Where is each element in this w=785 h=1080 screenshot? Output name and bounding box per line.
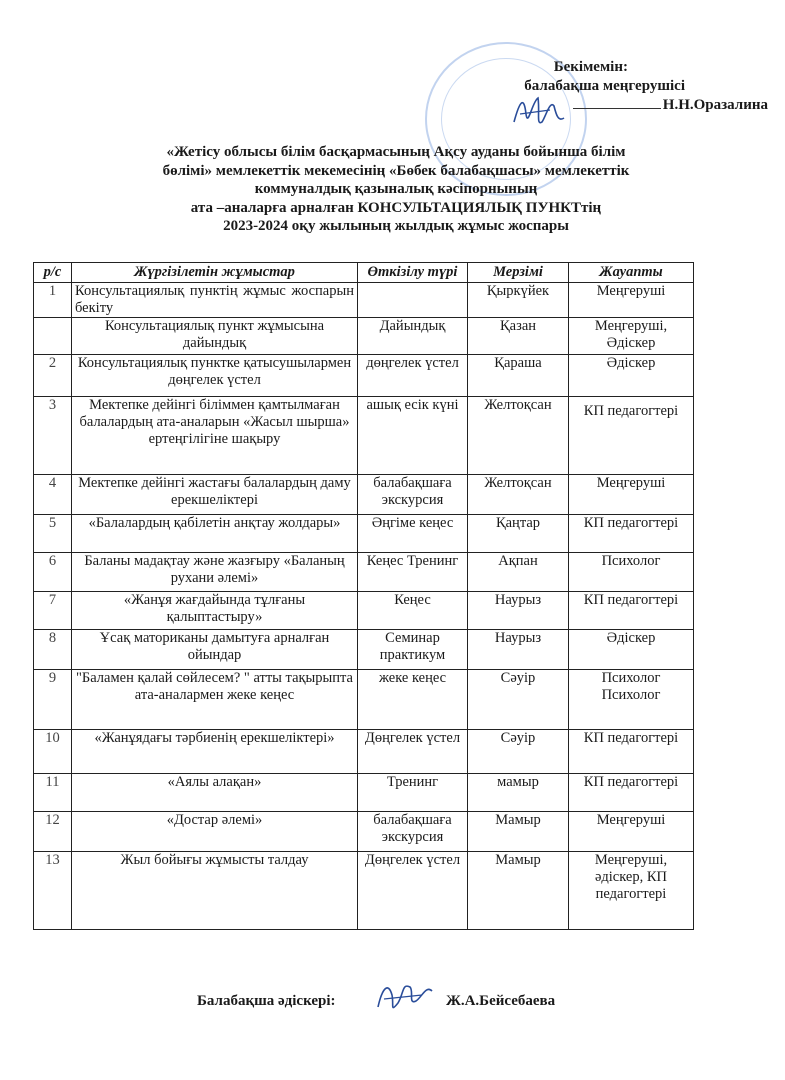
- row-form: Кеңес: [358, 592, 468, 630]
- row-responsible: КП педагогтері: [569, 730, 694, 774]
- table-row: [34, 515, 694, 553]
- row-responsible: КП педагогтері: [569, 592, 694, 630]
- row-num: 13: [34, 852, 72, 930]
- row-responsible: Меңгеруші: [569, 475, 694, 515]
- row-task: Консультациялық пунктке қатысушылармен дөңгелек үстел: [72, 355, 358, 397]
- header-date: Мерзімі: [468, 263, 569, 283]
- row-date: Наурыз: [468, 630, 569, 670]
- row-task: "Баламен қалай сөйлесем? " атты тақырыпта ата-аналармен жеке кеңес: [72, 670, 358, 730]
- header-task: Жүргізілетін жұмыстар: [72, 263, 358, 283]
- row-date: Сәуір: [468, 730, 569, 774]
- row-responsible: Психолог Психолог: [569, 670, 694, 730]
- table-row: [34, 592, 694, 630]
- row-form: Дайындық: [358, 318, 468, 355]
- row-date: мамыр: [468, 774, 569, 812]
- row-date: Қараша: [468, 355, 569, 397]
- row-task: Ұсақ маториканы дамытуға арналған ойындар: [72, 630, 358, 670]
- title-line-2: бөлімі» мемлекеттік мекемесінің «Бөбек балабақшасы» мемлекеттік: [162, 162, 630, 179]
- signature-underline: [573, 108, 661, 109]
- row-date: Қазан: [468, 318, 569, 355]
- row-num: 10: [34, 730, 72, 774]
- row-form: ашық есік күні: [358, 397, 468, 475]
- row-form: балабақшаға экскурсия: [358, 475, 468, 515]
- header-responsible: Жауапты: [569, 263, 694, 283]
- footer-label: Балабақша әдіскері:: [197, 993, 336, 1009]
- row-responsible: Меңгеруші, Әдіскер: [569, 318, 694, 355]
- title-line-1: «Жетісу облысы білім басқармасының Ақсу ауданы бойынша білім: [166, 144, 626, 160]
- row-form: Әңгіме кеңес: [358, 515, 468, 553]
- row-task: Консультациялық пункт жұмысына дайындық: [72, 318, 358, 355]
- title-line-3: коммуналдық қазыналық кәсіпорнының: [254, 181, 538, 197]
- row-task: «Жанұядағы тәрбиенің ерекшеліктері»: [72, 730, 358, 774]
- row-num: 8: [34, 630, 72, 670]
- row-responsible: Меңгеруші, әдіскер, КП педагогтері: [569, 852, 694, 930]
- header-form: Өткізілу түрі: [358, 263, 468, 283]
- approval-title: Бекімемін:: [553, 59, 628, 75]
- head-signature: [510, 92, 570, 134]
- row-task: Баланы мадақтау және жазғыру «Баланың рухани әлемі»: [72, 553, 358, 592]
- row-num: 4: [34, 475, 72, 515]
- approval-name: Н.Н.Оразалина: [662, 97, 768, 113]
- row-date: Мамыр: [468, 852, 569, 930]
- row-form: жеке кеңес: [358, 670, 468, 730]
- row-task: Мектепке дейінгі жастағы балалардың даму ерекшеліктері: [72, 475, 358, 515]
- row-date: Наурыз: [468, 592, 569, 630]
- row-date: Қаңтар: [468, 515, 569, 553]
- row-date: Мамыр: [468, 812, 569, 852]
- row-date: Ақпан: [468, 553, 569, 592]
- title-line-4: ата –аналарға арналған КОНСУЛЬТАЦИЯЛЫҚ ПУНКТтің: [190, 199, 602, 216]
- row-num: 2: [34, 355, 72, 397]
- row-task: Жыл бойығы жұмысты талдау: [72, 852, 358, 930]
- row-task: Мектепке дейінгі біліммен қамтылмаған балалардың ата-аналарын «Жасыл шырша» ертеңгілігіне шақыру: [72, 397, 358, 475]
- row-responsible: Психолог: [569, 553, 694, 592]
- row-form: Дөңгелек үстел: [358, 730, 468, 774]
- row-form: [358, 283, 468, 318]
- row-task: Консультациялық пунктің жұмыс жоспарын бекіту: [72, 283, 358, 318]
- row-num: 7: [34, 592, 72, 630]
- row-date: Желтоқсан: [468, 475, 569, 515]
- table-row: [34, 630, 694, 670]
- row-date: Сәуір: [468, 670, 569, 730]
- row-responsible: КП педагогтері: [569, 515, 694, 553]
- table-row: [34, 283, 694, 318]
- approval-position: балабақша меңгерушісі: [524, 78, 685, 94]
- row-date: Желтоқсан: [468, 397, 569, 475]
- table-row: [34, 730, 694, 774]
- row-num: 9: [34, 670, 72, 730]
- row-form: дөңгелек үстел: [358, 355, 468, 397]
- table-row: [34, 355, 694, 397]
- title-line-5: 2023-2024 оқу жылының жылдық жұмыс жоспары: [223, 218, 569, 234]
- row-date: Қыркүйек: [468, 283, 569, 318]
- methodist-signature: [372, 975, 442, 1019]
- row-task: «Жанұя жағдайында тұлғаны қалыптастыру»: [72, 592, 358, 630]
- table-row: [34, 774, 694, 812]
- row-responsible: КП педагогтері: [569, 774, 694, 812]
- document-title: [60, 143, 732, 236]
- row-task: «Аялы алақан»: [72, 774, 358, 812]
- row-form: Семинар практикум: [358, 630, 468, 670]
- work-plan-table: [33, 262, 694, 930]
- row-form: Тренинг: [358, 774, 468, 812]
- row-num: 1: [34, 283, 72, 318]
- table-row: [34, 475, 694, 515]
- table-row: [34, 397, 694, 475]
- row-form: балабақшаға экскурсия: [358, 812, 468, 852]
- row-num: [34, 318, 72, 355]
- table-row: [34, 812, 694, 852]
- row-responsible: Меңгеруші: [569, 812, 694, 852]
- table-header-row: [34, 263, 694, 283]
- row-responsible: КП педагогтері: [569, 397, 694, 475]
- row-num: 3: [34, 397, 72, 475]
- header-num: р/с: [34, 263, 72, 283]
- row-form: Дөңгелек үстел: [358, 852, 468, 930]
- row-form: Кеңес Тренинг: [358, 553, 468, 592]
- table-row: [34, 553, 694, 592]
- row-responsible: Әдіскер: [569, 355, 694, 397]
- table-row: [34, 670, 694, 730]
- row-num: 12: [34, 812, 72, 852]
- row-task: «Достар әлемі»: [72, 812, 358, 852]
- table-row: [34, 318, 694, 355]
- table-row: [34, 852, 694, 930]
- row-num: 11: [34, 774, 72, 812]
- row-num: 6: [34, 553, 72, 592]
- row-num: 5: [34, 515, 72, 553]
- row-responsible: Меңгеруші: [569, 283, 694, 318]
- row-responsible: Әдіскер: [569, 630, 694, 670]
- row-task: «Балалардың қабілетін анқтау жолдары»: [72, 515, 358, 553]
- footer-name: Ж.А.Бейсебаева: [446, 993, 556, 1009]
